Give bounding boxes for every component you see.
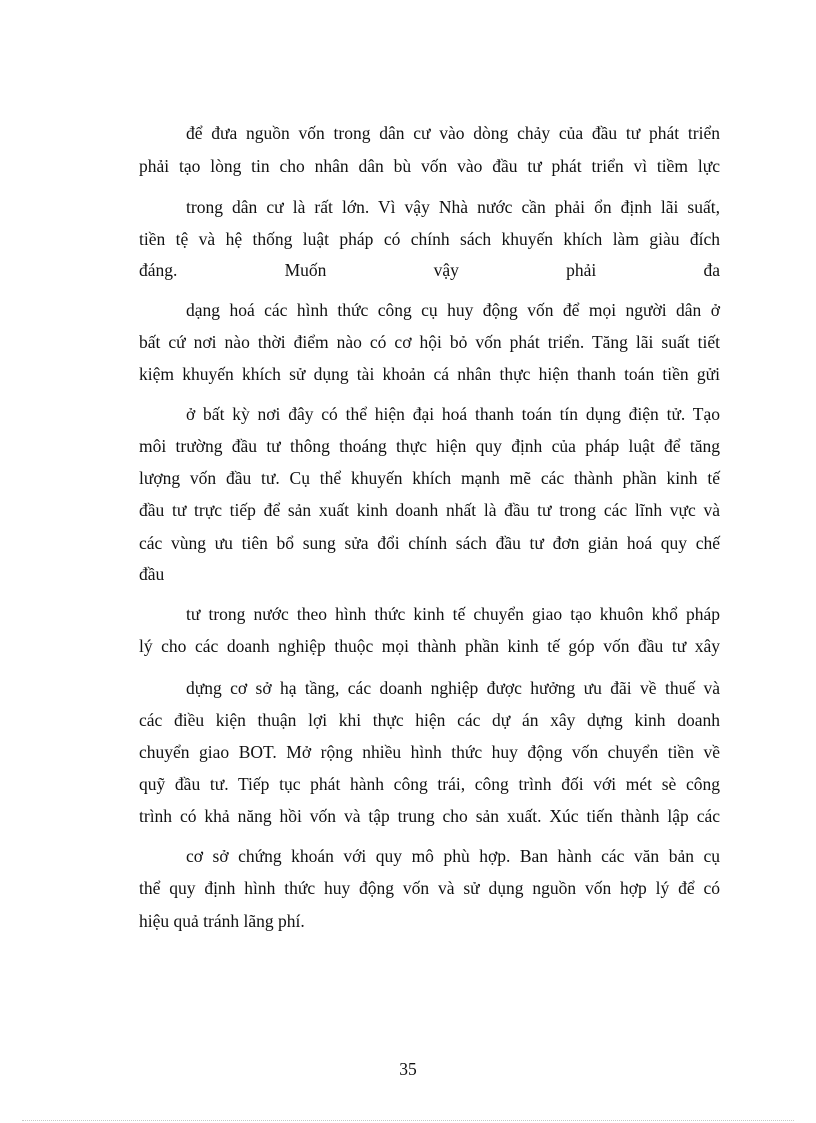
text-line: lượng vốn đầu tư. Cụ thể khuyến khích mạnh mẽ các thành phần kinh tế <box>139 468 720 488</box>
text-line: để đưa nguồn vốn trong dân cư vào dòng chảy của đầu tư phát triển <box>186 123 720 143</box>
text-line: ở bất kỳ nơi đây có thể hiện đại hoá thanh toán tín dụng điện tử. Tạo <box>186 404 720 424</box>
text-line: đầu <box>139 564 165 584</box>
text-line: kiệm khuyến khích sử dụng tài khoản cá nhân thực hiện thanh toán tiền gửi <box>139 364 720 384</box>
footer-divider <box>22 1120 794 1121</box>
text-line: lý cho các doanh nghiệp thuộc mọi thành phần kinh tế góp vốn đầu tư xây <box>139 636 720 656</box>
text-line: thể quy định hình thức huy động vốn và sử dụng nguồn vốn hợp lý để có <box>139 878 720 898</box>
text-line: quỹ đầu tư. Tiếp tục phát hành công trái, công trình đối với mét sè công <box>139 774 720 794</box>
text-line: các vùng ưu tiên bổ sung sửa đổi chính sách đầu tư đơn giản hoá quy chế <box>139 533 720 553</box>
text-line: cơ sở chứng khoán với quy mô phù hợp. Ban hành các văn bản cụ <box>186 846 720 866</box>
text-line: dạng hoá các hình thức công cụ huy động vốn để mọi người dân ở <box>186 300 720 320</box>
text-line: dựng cơ sở hạ tầng, các doanh nghiệp được hưởng ưu đãi về thuế và <box>186 678 720 698</box>
text-line: các điều kiện thuận lợi khi thực hiện các dự án xây dựng kinh doanh <box>139 710 720 730</box>
text-line: trong dân cư là rất lớn. Vì vậy Nhà nước cần phải ổn định lãi suất, <box>186 197 720 217</box>
text-line: phải tạo lòng tin cho nhân dân bù vốn vào đầu tư phát triển vì tiềm lực <box>139 156 720 176</box>
text-line: hiệu quả tránh lãng phí. <box>139 911 305 931</box>
text-line: đầu tư trực tiếp để sản xuất kinh doanh nhất là đầu tư trong các lĩnh vực và <box>139 500 720 520</box>
page-number: 35 <box>399 1059 417 1079</box>
text-line: tiền tệ và hệ thống luật pháp có chính sách khuyến khích làm giàu đích <box>139 229 720 249</box>
text-line: đáng. Muốn vậy phải đa <box>139 260 720 280</box>
text-line: trình có khả năng hồi vốn và tập trung cho sản xuất. Xúc tiến thành lập các <box>139 806 720 826</box>
text-line: chuyển giao BOT. Mở rộng nhiều hình thức huy động vốn chuyển tiền về <box>139 742 720 762</box>
text-line: tư trong nước theo hình thức kinh tế chuyển giao tạo khuôn khổ pháp <box>186 604 720 624</box>
text-line: bất cứ nơi nào thời điểm nào có cơ hội bỏ vốn phát triển. Tăng lãi suất tiết <box>139 332 720 352</box>
text-line: môi trường đầu tư thông thoáng thực hiện quy định của pháp luật để tăng <box>139 436 720 456</box>
